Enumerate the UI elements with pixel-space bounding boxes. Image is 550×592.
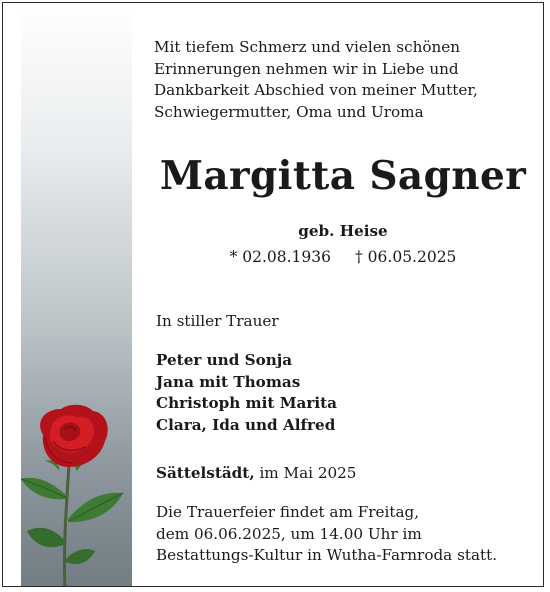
- mourner-entry: Peter und Sonja: [156, 351, 293, 369]
- maiden-name: geb. Heise: [298, 222, 388, 240]
- funeral-service-info: [156, 502, 497, 567]
- deceased-name: Margitta Sagner: [159, 153, 527, 199]
- mourners-list: [156, 350, 337, 436]
- red-rose-image: [13, 401, 133, 587]
- mourning-text: In stiller Trauer: [156, 312, 279, 330]
- place-town: Sättelstädt,: [156, 464, 255, 482]
- intro-line: Schwiegermutter, Oma und Uroma: [154, 102, 424, 121]
- birth-date: * 02.08.1936: [229, 248, 331, 266]
- mourner-entry: Clara, Ida und Alfred: [156, 415, 336, 434]
- death-date: † 06.05.2025: [355, 248, 457, 266]
- service-line: Bestattungs-Kultur in Wutha-Farnroda statt.: [156, 546, 498, 564]
- life-dates: [135, 248, 544, 266]
- intro-line: Dankbarkeit Abschied von meiner Mutter,: [154, 81, 478, 99]
- place-and-date: [156, 464, 356, 482]
- obituary-notice: [2, 2, 544, 587]
- intro-line: Erinnerungen nehmen wir in Liebe und: [154, 59, 459, 78]
- place-date: im Mai 2025: [259, 464, 357, 482]
- intro-text: [154, 37, 534, 123]
- service-line: dem 06.06.2025, um 14.00 Uhr im: [156, 524, 422, 543]
- intro-line: Mit tiefem Schmerz und vielen schönen: [154, 38, 461, 56]
- mourner-entry: Christoph mit Marita: [156, 394, 337, 412]
- service-line: Die Trauerfeier findet am Freitag,: [156, 503, 420, 521]
- mourner-entry: Jana mit Thomas: [156, 372, 301, 391]
